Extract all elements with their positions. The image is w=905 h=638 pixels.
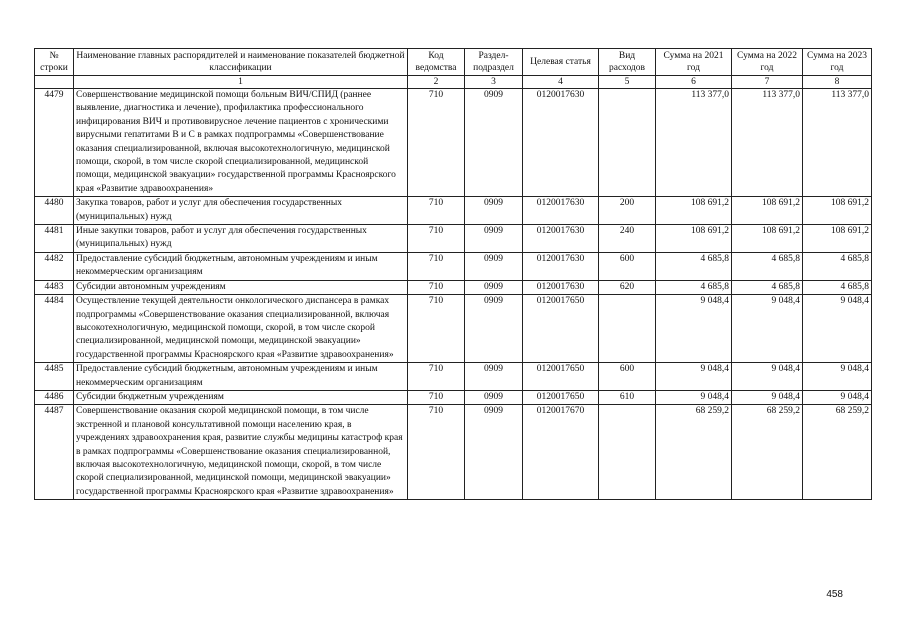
row-razdel-code: 0909 [465, 280, 523, 294]
row-sum-2021: 4 685,8 [656, 280, 732, 294]
column-index: 3 [465, 76, 523, 89]
row-sum-2023: 108 691,2 [803, 197, 872, 225]
column-index-row [35, 76, 872, 89]
row-vedomstvo-code: 710 [408, 295, 465, 363]
row-number: 4482 [35, 252, 74, 280]
row-name: Субсидии бюджетным учреждениям [74, 390, 408, 404]
row-sum-2021: 68 259,2 [656, 405, 732, 500]
row-target-article: 0120017650 [523, 390, 599, 404]
row-razdel-code: 0909 [465, 252, 523, 280]
row-target-article: 0120017650 [523, 295, 599, 363]
column-index: 1 [74, 76, 408, 89]
row-razdel-code: 0909 [465, 405, 523, 500]
row-number: 4479 [35, 89, 74, 197]
budget-table [34, 48, 872, 500]
row-name: Совершенствование оказания скорой медицинской помощи, в том числе экстренной и плановой консультативной помощи населению края, в учреждениях здравоохранения края, развитие службы медицины катастроф края в рамках подпрограммы «Совершенствование оказания специализированной, включая высокотехнологичную, медицинской помощи, скорой, в том числе скорой специализированной, медицинской помощи, медицинской эвакуации» государственной программы Красноярского края «Развитие здравоохранения» [74, 405, 408, 500]
row-sum-2021: 113 377,0 [656, 89, 732, 197]
row-sum-2022: 4 685,8 [732, 252, 803, 280]
row-number: 4480 [35, 197, 74, 225]
row-sum-2022: 4 685,8 [732, 280, 803, 294]
row-sum-2021: 9 048,4 [656, 295, 732, 363]
row-sum-2021: 108 691,2 [656, 197, 732, 225]
row-sum-2023: 9 048,4 [803, 295, 872, 363]
column-index: 2 [408, 76, 465, 89]
row-vedomstvo-code: 710 [408, 89, 465, 197]
row-razdel-code: 0909 [465, 89, 523, 197]
header-row [35, 49, 872, 76]
row-vedomstvo-code: 710 [408, 405, 465, 500]
row-sum-2021: 9 048,4 [656, 363, 732, 391]
row-sum-2021: 108 691,2 [656, 225, 732, 253]
row-expense-type: 200 [599, 197, 656, 225]
column-header: Раздел-подраздел [465, 49, 523, 76]
row-sum-2023: 9 048,4 [803, 390, 872, 404]
row-number: 4487 [35, 405, 74, 500]
column-index [35, 76, 74, 89]
row-sum-2022: 9 048,4 [732, 390, 803, 404]
row-name: Предоставление субсидий бюджетным, автономным учреждениям и иным некоммерческим организациям [74, 363, 408, 391]
column-header: Сумма на 2021 год [656, 49, 732, 76]
row-name: Совершенствование медицинской помощи больным ВИЧ/СПИД (раннее выявление, диагностика и лечение), профилактика профессионального инфицирования ВИЧ и противовирусное лечение пациентов с хроническими вирусными гепатитами В и С в рамках подпрограммы «Совершенствование оказания специализированной, включая высокотехнологичную, медицинской помощи, скорой, в том числе скорой специализированной, медицинской помощи, медицинской эвакуации» государственной программы Красноярского края «Развитие здравоохранения» [74, 89, 408, 197]
row-razdel-code: 0909 [465, 295, 523, 363]
row-expense-type: 240 [599, 225, 656, 253]
row-expense-type: 610 [599, 390, 656, 404]
row-number: 4485 [35, 363, 74, 391]
column-index: 6 [656, 76, 732, 89]
row-number: 4484 [35, 295, 74, 363]
row-number: 4481 [35, 225, 74, 253]
table-row [35, 363, 872, 391]
row-vedomstvo-code: 710 [408, 280, 465, 294]
row-expense-type: 600 [599, 363, 656, 391]
column-header: № строки [35, 49, 74, 76]
row-sum-2023: 4 685,8 [803, 252, 872, 280]
row-vedomstvo-code: 710 [408, 252, 465, 280]
row-target-article: 0120017670 [523, 405, 599, 500]
row-name: Осуществление текущей деятельности онкологического диспансера в рамках подпрограммы «Совершенствование оказания специализированной, включая высокотехнологичную, медицинской помощи, скорой, в том числе скорой специализированной, медицинской помощи, медицинской эвакуации» государственной программы Красноярского края «Развитие здравоохранения» [74, 295, 408, 363]
row-vedomstvo-code: 710 [408, 363, 465, 391]
row-number: 4483 [35, 280, 74, 294]
row-target-article: 0120017630 [523, 225, 599, 253]
row-target-article: 0120017630 [523, 89, 599, 197]
row-razdel-code: 0909 [465, 363, 523, 391]
column-index: 4 [523, 76, 599, 89]
row-sum-2021: 9 048,4 [656, 390, 732, 404]
row-sum-2022: 113 377,0 [732, 89, 803, 197]
row-target-article: 0120017650 [523, 363, 599, 391]
table-row [35, 89, 872, 197]
table-row [35, 280, 872, 294]
row-razdel-code: 0909 [465, 225, 523, 253]
column-index: 5 [599, 76, 656, 89]
row-vedomstvo-code: 710 [408, 197, 465, 225]
column-header: Целевая статья [523, 49, 599, 76]
column-header: Сумма на 2022 год [732, 49, 803, 76]
table-row [35, 295, 872, 363]
row-sum-2022: 68 259,2 [732, 405, 803, 500]
column-header: Наименование главных распорядителей и наименование показателей бюджетной классификации [74, 49, 408, 76]
row-sum-2023: 108 691,2 [803, 225, 872, 253]
page-number: 458 [826, 589, 843, 600]
row-sum-2022: 9 048,4 [732, 363, 803, 391]
row-name: Предоставление субсидий бюджетным, автономным учреждениям и иным некоммерческим организациям [74, 252, 408, 280]
row-expense-type [599, 89, 656, 197]
row-sum-2022: 108 691,2 [732, 197, 803, 225]
row-name: Субсидии автономным учреждениям [74, 280, 408, 294]
row-target-article: 0120017630 [523, 252, 599, 280]
row-expense-type: 620 [599, 280, 656, 294]
row-expense-type [599, 295, 656, 363]
row-name: Закупка товаров, работ и услуг для обеспечения государственных (муниципальных) нужд [74, 197, 408, 225]
row-sum-2023: 68 259,2 [803, 405, 872, 500]
row-name: Иные закупки товаров, работ и услуг для обеспечения государственных (муниципальных) нужд [74, 225, 408, 253]
row-sum-2022: 108 691,2 [732, 225, 803, 253]
table-row [35, 405, 872, 500]
row-expense-type: 600 [599, 252, 656, 280]
row-vedomstvo-code: 710 [408, 225, 465, 253]
row-razdel-code: 0909 [465, 197, 523, 225]
row-sum-2023: 9 048,4 [803, 363, 872, 391]
row-sum-2022: 9 048,4 [732, 295, 803, 363]
row-target-article: 0120017630 [523, 280, 599, 294]
row-number: 4486 [35, 390, 74, 404]
row-razdel-code: 0909 [465, 390, 523, 404]
row-vedomstvo-code: 710 [408, 390, 465, 404]
table-row [35, 197, 872, 225]
row-sum-2021: 4 685,8 [656, 252, 732, 280]
table-row [35, 390, 872, 404]
column-index: 8 [803, 76, 872, 89]
column-header: Код ведомства [408, 49, 465, 76]
row-target-article: 0120017630 [523, 197, 599, 225]
column-header: Вид расходов [599, 49, 656, 76]
table-row [35, 225, 872, 253]
row-sum-2023: 4 685,8 [803, 280, 872, 294]
column-header: Сумма на 2023 год [803, 49, 872, 76]
column-index: 7 [732, 76, 803, 89]
row-sum-2023: 113 377,0 [803, 89, 872, 197]
table-row [35, 252, 872, 280]
row-expense-type [599, 405, 656, 500]
